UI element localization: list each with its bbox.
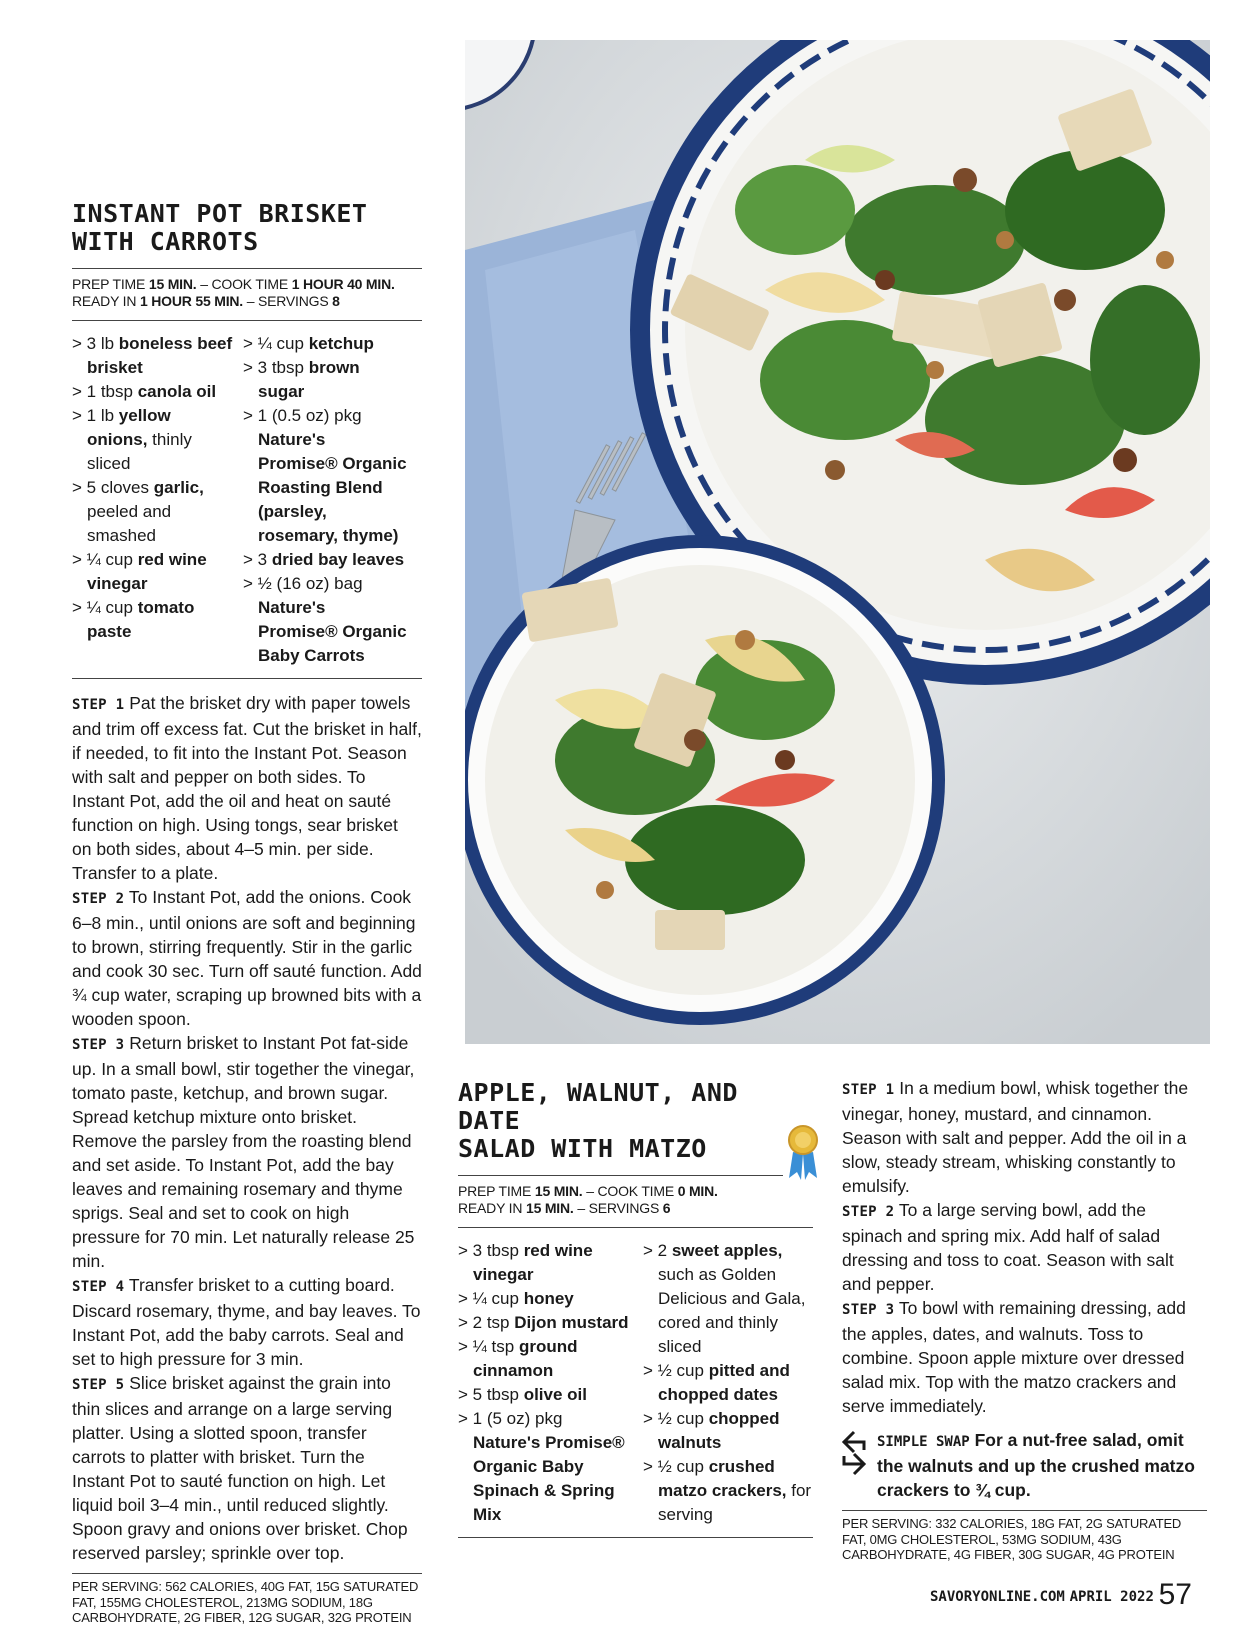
title-line: SALAD WITH MATZO <box>458 1134 707 1163</box>
issue-date: APRIL 2022 <box>1069 1589 1154 1605</box>
ingredients <box>458 1239 813 1527</box>
ingredient-item: > ¼ cup honey <box>458 1289 574 1308</box>
ingredient-column <box>458 1239 633 1527</box>
swap-label: SIMPLE SWAP <box>877 1434 970 1450</box>
recipe-title <box>72 200 422 256</box>
ingredient-item: > ¼ cup ketchup <box>243 334 374 353</box>
ingredient-item: > ¼ cup tomato paste <box>72 598 195 641</box>
step: STEP 1 In a medium bowl, whisk together the vinegar, honey, mustard, and cinnamon. Season with salt and pepper. Add the oil in a slow, steady stream, whisking constantly to emulsify. <box>842 1078 1189 1196</box>
ingredient-item: > 1 tbsp canola oil <box>72 382 217 401</box>
recipe-title <box>458 1079 813 1163</box>
recipe-steps <box>72 691 422 1565</box>
title-line: APPLE, WALNUT, AND DATE <box>458 1078 738 1135</box>
ingredient-item: > 3 tbsp brown sugar <box>243 358 360 401</box>
divider <box>72 268 422 269</box>
ingredient-item: > 3 tbsp red wine vinegar <box>458 1241 593 1284</box>
ingredient-column <box>72 332 235 668</box>
ingredient-item: > 2 sweet apples, such as Golden Delicious and Gala, cored and thinly sliced <box>643 1241 806 1356</box>
salad-photo <box>465 40 1210 1044</box>
step: STEP 2 To a large serving bowl, add the spinach and spring mix. Add half of salad dressing and toss to coat. Season with salt and pepper. <box>842 1200 1174 1294</box>
ingredient-column <box>243 332 408 668</box>
recipe-meta: PREP TIME 15 MIN. – COOK TIME 1 HOUR 40 MIN. READY IN 1 HOUR 55 MIN. – SERVINGS 8 <box>72 276 395 309</box>
ingredient-item: > 5 cloves garlic, peeled and smashed <box>72 478 204 545</box>
ingredient-item: > 3 dried bay leaves <box>243 550 405 569</box>
nutrition-info: PER SERVING: 332 CALORIES, 18G FAT, 2G SATURATED FAT, 0MG CHOLESTEROL, 53MG SODIUM, 43G CARBOHYDRATE, 4G FIBER, 30G SUGAR, 4G PROTEIN <box>842 1510 1207 1563</box>
award-ribbon-icon <box>787 1124 819 1185</box>
divider <box>72 678 422 679</box>
page-footer <box>930 1578 1192 1612</box>
ingredient-item: > 1 lb yellow onions, thinly sliced <box>72 406 192 473</box>
divider <box>458 1227 813 1228</box>
title-line: WITH CARROTS <box>72 227 259 256</box>
swap-body: For a nut-free salad, omit the walnuts and up the crushed matzo crackers to ¾ cup. <box>877 1430 1195 1500</box>
step: STEP 3 Return brisket to Instant Pot fat-side up. In a small bowl, stir together the vinegar, tomato paste, ketchup, and brown sugar. Spread ketchup mixture onto brisket. Remove the parsley from the roasting blend and set aside. To Instant Pot, add the bay leaves and remaining rosemary and thyme sprigs. Seal and set to cook on high pressure for 70 min. Let naturally release 25 min. <box>72 1033 415 1271</box>
recipe-meta: PREP TIME 15 MIN. – COOK TIME 0 MIN. READY IN 15 MIN. – SERVINGS 6 <box>458 1183 718 1216</box>
ingredient-item: > ½ cup pitted and chopped dates <box>643 1361 790 1404</box>
swap-text <box>842 1428 1210 1502</box>
ingredients <box>72 332 422 668</box>
nutrition-info: PER SERVING: 562 CALORIES, 40G FAT, 15G SATURATED FAT, 155MG CHOLESTEROL, 213MG SODIUM, 18G CARBOHYDRATE, 2G FIBER, 12G SUGAR, 32G PROTEIN <box>72 1573 422 1626</box>
simple-swap <box>842 1428 1210 1502</box>
ingredient-item: > ½ cup crushed matzo crackers, for serving <box>643 1457 812 1524</box>
step: STEP 4 Transfer brisket to a cutting board. Discard rosemary, thyme, and bay leaves. To Instant Pot, add the baby carrots. Seal and set to high pressure for 3 min. <box>72 1275 421 1369</box>
step: STEP 3 To bowl with remaining dressing, add the apples, dates, and walnuts. Toss to combine. Spoon apple mixture over dressed salad mix. Top with the matzo crackers and serve immediately. <box>842 1298 1186 1416</box>
ingredient-item: > 5 tbsp olive oil <box>458 1385 587 1404</box>
divider <box>72 320 422 321</box>
recipe-brisket <box>72 200 422 1626</box>
ingredient-item: > ¼ tsp ground cinnamon <box>458 1337 578 1380</box>
page-number: 57 <box>1158 1578 1192 1611</box>
ingredient-column <box>643 1239 813 1527</box>
divider <box>458 1537 813 1538</box>
ingredient-item: > ½ (16 oz) bag Nature's Promise® Organic Baby Carrots <box>243 574 407 665</box>
ingredient-item: > 3 lb boneless beef brisket <box>72 334 233 377</box>
ingredient-item: > ¼ cup red wine vinegar <box>72 550 207 593</box>
title-line: INSTANT POT BRISKET <box>72 199 368 228</box>
swap-arrows-icon <box>840 1430 870 1476</box>
recipe-salad <box>458 1079 813 1538</box>
step: STEP 5 Slice brisket against the grain into thin slices and arrange on a large serving platter. Using a slotted spoon, transfer carrots to platter with brisket. Turn the Instant Pot to sauté function on high. Let liquid boil 3–4 min., until reduced slightly. Spoon gravy and onions over brisket. Chop reserved parsley; sprinkle over top. <box>72 1373 408 1563</box>
ingredient-item: > 1 (5 oz) pkg Nature's Promise® Organic Baby Spinach & Spring Mix <box>458 1409 625 1524</box>
divider <box>458 1175 783 1176</box>
ingredient-item: > 1 (0.5 oz) pkg Nature's Promise® Organic Roasting Blend (parsley, rosemary, thyme) <box>243 406 407 545</box>
step: STEP 1 Pat the brisket dry with paper towels and trim off excess fat. Cut the brisket in half, if needed, to fit into the Instant Pot. Season with salt and pepper on both sides. To Instant Pot, add the oil and heat on sauté function on high. Using tongs, sear brisket on both sides, about 4–5 min. per side. Transfer to a plate. <box>72 693 422 883</box>
ingredient-item: > 2 tsp Dijon mustard <box>458 1313 629 1332</box>
ingredient-item: > ½ cup chopped walnuts <box>643 1409 780 1452</box>
step: STEP 2 To Instant Pot, add the onions. Cook 6–8 min., until onions are soft and beginning to brown, stirring frequently. Stir in the garlic and cook 30 sec. Turn off sauté function. Add ¾ cup water, scraping up browned bits with a wooden spoon. <box>72 887 422 1029</box>
site-url: SAVORYONLINE.COM <box>930 1589 1065 1605</box>
salad-steps <box>842 1076 1207 1418</box>
